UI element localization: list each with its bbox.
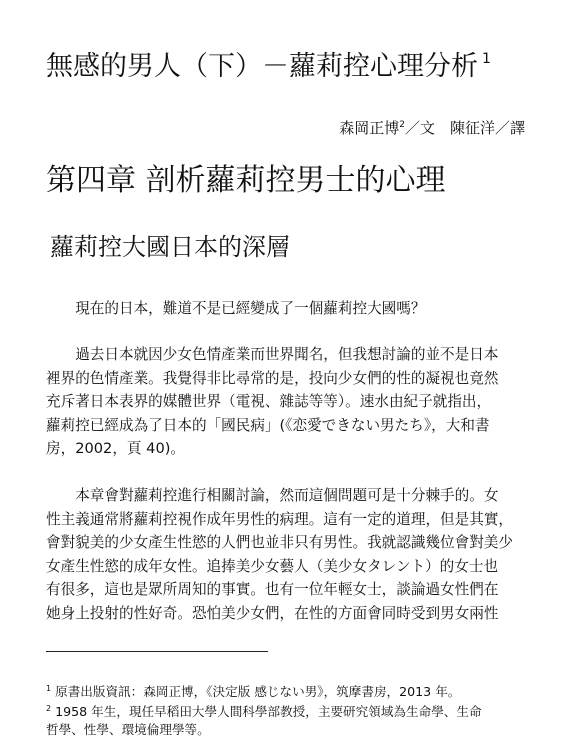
paragraph-line: 性主義通常將蘿莉控視作成年男性的病理。這有一定的道理，但是其實， [46,510,514,528]
translator-name: 陳征洋 [449,119,495,137]
document-title [46,40,546,86]
footnote-marker: 2 [46,704,52,713]
title-footnote-ref[interactable]: 1 [482,51,491,67]
footnote-line: 哲學、性學、環境倫理學等。 [46,722,210,737]
paragraph-line: 有很多，這也是眾所周知的事實。也有一位年輕女士，談論過女性們在 [46,581,499,599]
paragraph-2 [46,343,536,461]
paragraph-line: 她身上投射的性好奇。恐怕美少女們，在性的方面會同時受到男女兩性 [46,604,499,622]
footnote-line [46,700,546,721]
paragraph-line: 現在的日本，難道不是已經變成了一個蘿莉控大國嗎？ [46,300,426,317]
paragraph-line: 會對貌美的少女產生性慾的人們也並非只有男性。我就認識幾位會對美少 [46,534,514,552]
paragraph-line: 充斥著日本表界的媒體世界（電視、雜誌等等）。速水由紀子就指出， [46,393,492,411]
footnote-line [46,680,546,701]
paragraph-1 [46,297,536,321]
paragraph-line: 本章會對蘿莉控進行相關討論，然而這個問題可是十分棘手的。女 [46,487,499,504]
author-name: 森岡正博 [339,119,400,137]
paragraph-line: 過去日本就因少女色情產業而世界聞名，但我想討論的並不是日本 [46,346,499,363]
footnote-text: 原書出版資訊：森岡正博，《決定版 感じない男》，筑摩書房，2013 年。 [55,684,461,699]
paragraph-line: 蘿莉控已經成為了日本的「國民病」(《恋愛できない男たち》，大和書 [46,416,490,434]
paragraph-3 [46,484,536,626]
footnote-1 [46,680,546,701]
paragraph-line: 裡界的色情產業。我覺得非比尋常的是，投向少女們的性的凝視也竟然 [46,369,499,387]
paragraph-line: 女產生性慾的成年女性。追捧美少女藝人（美少女タレント）的女士也 [46,557,499,575]
footnote-text: 1958 年生，現任早稻田大學人間科學部教授，主要研究領域為生命學、生命 [55,704,482,719]
chapter-heading: 第四章 剖析蘿莉控男士的心理 [46,163,446,198]
byline [339,114,525,139]
paragraph-line: 房，2002，頁 40)。 [46,440,186,458]
section-heading: 蘿莉控大國日本的深層 [50,233,290,261]
translator-role: ／譯 [494,119,525,137]
author-footnote-ref[interactable]: 2 [399,120,405,130]
author-role: ／文 [404,119,435,137]
byline-spacer [435,119,450,137]
footnote-2 [46,700,546,739]
footnote-marker: 1 [46,684,52,693]
title-text: 無感的男人（下）－蘿莉控心理分析 [46,51,478,82]
footnote-divider [46,651,268,652]
